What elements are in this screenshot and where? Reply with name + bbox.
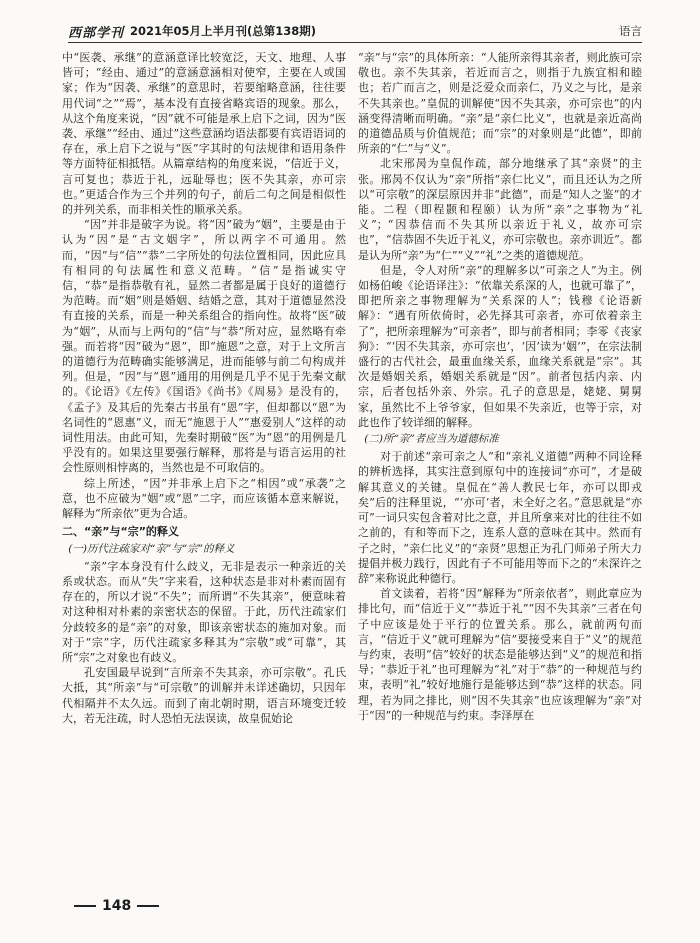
paragraph: 北宋邢昺为皇侃作疏，部分地继承了其“亲贤”的主张。邢昺不仅认为“亲”所指“亲仁比义”，而且还认为之所以“可宗敬”的深层原因并非“此德”，而是“知人之鉴”的才能。二程（即程颢和程颐）认为所“亲”之事物为“礼义”；“因恭信而不失其所以亲近于礼义，故亦可宗也”，“信恭固不失近于礼义，亦可宗敬也。亲亦训近”。都是认为所“亲”为“仁”“义”“礼”之类的道德规范。 bbox=[358, 157, 642, 262]
paragraph: 中“医袭、承继”的意涵意译比较宽泛，天文、地理、人事皆可；“经由、通过”的意涵意涵相对使窄，主要在人或国家；作为“因袭、承继”的意思时，若要缩略意涵，往往要用代词“之”“焉”，基本没有直接省略宾语的现象。那么，从这个角度来说，“因”就不可能是承上启下之词，因为“医袭、承继”“经由、通过”这些意涵均语法都要有宾语语词的存在，承上启下之说与“医”字其时的句法规律和语用条件等方面特征相抵牾。从篇章结构的角度来说，“信近于义，言可复也；恭近于礼，远耻辱也；医不失其亲，亦可宗也。”更适合作为三个并列的句子，前后二句之间是相似性的并列关系，而非相关性的顺承关系。 bbox=[62, 51, 346, 217]
paragraph: 对于前述“亲可亲之人”和“亲礼义道德”两种不同诠释的辨析选择，其实注意到原句中的连接词“亦可”，才是破解其意义的关键。皇侃在“善人教民七年，亦可以即戎矣”后的注释里说，“‘亦可’者，未全好之名。”意思就是“亦可”一词只实包含着对比之意，并且所拿来对比的往往不如之前的，有和等而下之，连系人意的意味在其中。然而有子之时，“亲仁比义”的“亲贤”思想正为孔门师弟子所大力提倡并极力践行，因此有子不可能用等而下之的“未深许之辞”来称说此种德行。 bbox=[358, 450, 642, 585]
page-number-dash bbox=[74, 905, 96, 907]
subsection-heading: (一)历代注疏家对“亲”与“宗”的释义 bbox=[68, 542, 235, 555]
issue-info: 2021年05月上半月刊(总第138期) bbox=[130, 24, 317, 38]
page-number-text: 148 bbox=[102, 898, 132, 914]
paragraph: 但是，令人对所“亲”的理解多以“可亲之人”为主。例如杨伯峻《论语译注》：“依靠关系深的人，也就可靠了”，即把所亲之事物理解为“关系深的人”；钱穆《论语新解》：“遇有所依倚时，必先择其可亲者，亦可依着亲主了”，把所亲理解为“可亲者”，即与前者相同；李零《丧家狗》：“‘因不失其亲，亦可宗也’，‘因’读为‘姻’”，在宗法制盛行的古代社会，最重血缘关系，血缘关系就是“宗”。其次是婚姻关系，婚姻关系就是“因”。前者包括内亲、内宗，后者包括外亲、外宗。孔子的意思是，姥姥、舅舅家，虽然比不上爷爷家，但如果不失亲近，也等于宗，对此也作了较详细的解释。 bbox=[358, 263, 642, 429]
page-number bbox=[68, 898, 165, 914]
right-column bbox=[358, 50, 642, 723]
section-heading: 二、“亲”与“宗”的释义 bbox=[62, 525, 179, 539]
journal-logo: 西部学刊 bbox=[68, 26, 125, 41]
paragraph: “亲”与“宗”的具体所亲：“人能所亲得其亲者，则此族可宗敬也。亲不失其亲，若近而言之，则指于九族宜相和睦也；若广而言之，则是泛爱众而亲仁，乃义之与比，是亲不失其亲也。”皇侃的训解使“因不失其亲，亦可宗也”的内涵变得清晰而明确。“亲”是“亲仁比义”，也就是亲近高尚的道德品质与价值规范；而“宗”的对象则是“此德”，即前所亲的“仁”与“义”。 bbox=[358, 51, 642, 156]
page-number-dash bbox=[137, 905, 159, 907]
paragraph: 综上所述，“因”并非承上启下之“相因”或“承袭”之意，也不应破为“姻”或“恩”二字，而应该循本意来解说，解释为“所亲依”更为合适。 bbox=[62, 476, 346, 521]
subsection-heading: (二)所“亲”者应当为道德标准 bbox=[364, 433, 499, 446]
paragraph: 孔安国最早说到“言所亲不失其亲，亦可宗敬”。孔氏大抵，其“所亲”与“可宗敬”的训解并未详述确切，只因年代相隔并不太久远。而到了南北朝时期，语言环境变迁较大，若无注疏，时人恐怕无法误读，故皇侃始论 bbox=[62, 666, 346, 725]
section-label: 语言 bbox=[619, 24, 642, 38]
paragraph: “亲”字本身没有什么歧义，无非是表示一种亲近的关系或状态。而从“失”字来看，这种状态是非对朴素而固有存在的，所以才说“不失”；而所谓“不失其亲”，便意味着对这种相对朴素的亲密状态的保留。于此，历代注疏家们分歧较多的是“亲”的对象，即该亲密状态的施加对象。而对于“宗”字，历代注疏家多释其为“宗敬”或“可靠”，其所“宗”之对象也有歧义。 bbox=[62, 559, 346, 664]
left-column bbox=[62, 50, 346, 726]
paragraph: “因”并非是破字为说。将“因”破为“姻”，主要是由于认为“因”是“古文姻字”，所以两字不可通用。然而，“因”与“信”“恭”二字所处的句法位置相同，因此应具有相同的句法属性和意义范畴。“信”是指诚实守信，“恭”是指恭敬有礼，显然二者都是属于良好的道德行为范畴。而“姻”则是婚姻、结婚之意，其对于道德显然没有直接的关系，而是一种关系组合的指向性。故将“医”破为“姻”，从而与上两句的“信”与“恭”所对应，显然略有牵强。而若将“因”破为“恩”，即“施恩”之意，对于上文所言的道德行为范畴确实能够满足，进而能够与前二句构成并列。但是，“因”与“恩”通用的用例是几乎不见于先秦文献的。《论语》《左传》《国语》《尚书》《周易》是没有的，《孟子》及其后的先秦古书虽有“恩”字，但却都以“恩”为名词性的“恩惠”义，而无“施恩于人”“惠爱别人”这样的动词性用法。由此可知，先秦时期破“医”为“恩”的用例是几乎没有的。如果这里要强行解释，那将是与语言运用的社会性原则相悖离的，当然也是不可取信的。 bbox=[62, 218, 346, 475]
page-header bbox=[68, 20, 642, 43]
paragraph: 首文读着，若将“因”解释为“所亲依者”，则此章应为排比句，而“信近于义”“恭近于礼”“因不失其亲”三者在句子中应该是处于平行的位置关系。那么，就前两句而言，“信近于义”就可理解为“信”要接受来自于“义”的规范与约束，表明“信”较好的状态是能够达到“义”的规范和指导；“恭近于礼”也可理解为“礼”对于“恭”的一种规范与约束，表明“礼”较好地施行是能够达到“恭”这样的状态。同理，若为同之排比，则“因不失其亲”也应该理解为“亲”对于“因”的一种规范与约束。李泽厚在 bbox=[358, 587, 642, 722]
